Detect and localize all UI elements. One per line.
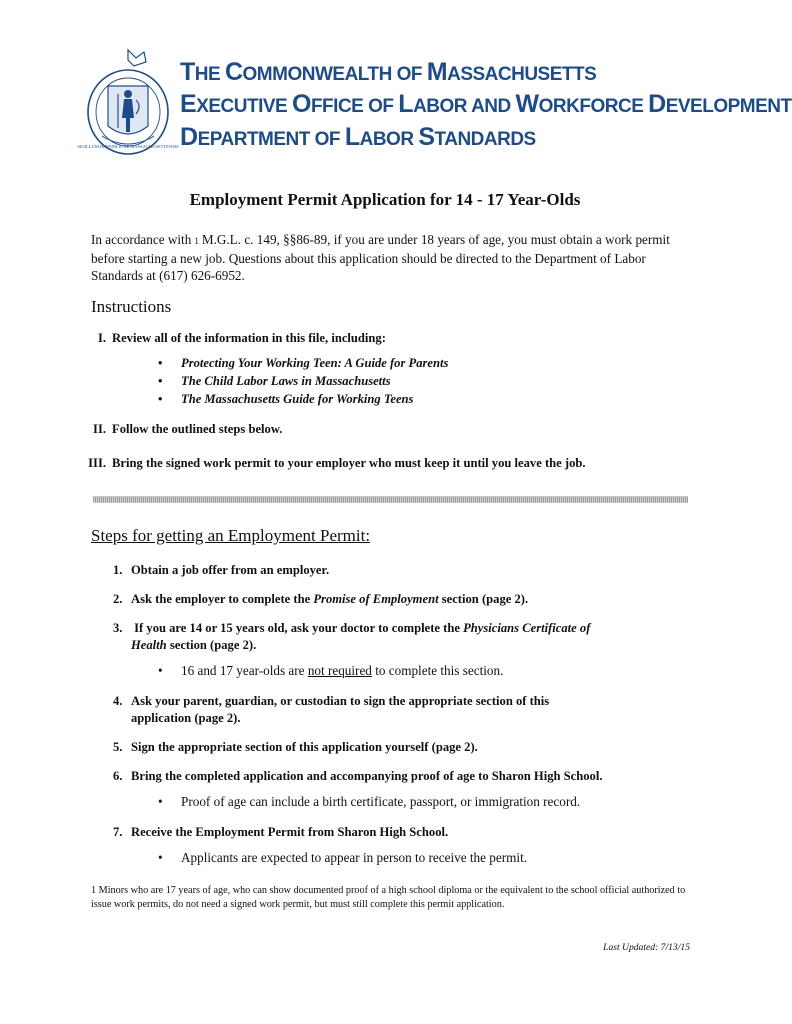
- guide-bullet-2: • The Child Labor Laws in Massachusetts: [158, 374, 391, 388]
- footnote-mark: 1: [194, 236, 199, 246]
- step-5: 5. Sign the appropriate section of this application yourself (page 2).: [113, 740, 478, 754]
- header-commonwealth: THE COMMONWEALTH OF MASSACHUSETTS: [180, 58, 597, 86]
- seal-motto: SIGILLUM REIPUBLICAE MASSACHUSETTENSIS: [77, 144, 179, 149]
- footnote-text: 1 Minors who are 17 years of age, who can show documented proof of a high school diploma or the equivalent to the school official authorized to issue work permits, do not need a signed work permit, but must still complete this permit application.: [91, 885, 686, 910]
- header-executive-office: EXECUTIVE OFFICE OF LABOR AND WORKFORCE DEVELOPMENT: [180, 90, 792, 118]
- section-divider: [93, 496, 688, 503]
- last-updated: Last Updated: 7/13/15: [603, 942, 690, 953]
- step-4: 4. Ask your parent, guardian, or custodian to sign the appropriate section of this application (page 2).: [113, 694, 550, 725]
- step-3-bullet: • 16 and 17 year-olds are not required to complete this section.: [158, 663, 504, 678]
- step-3: 3. If you are 14 or 15 years old, ask your doctor to complete the Physicians Certificate of Health section (page 2).: [113, 621, 591, 652]
- instructions-heading: Instructions: [91, 297, 172, 316]
- step-7: 7. Receive the Employment Permit from Sharon High School.: [113, 825, 449, 839]
- instruction-item-3: III. Bring the signed work permit to your employer who must keep it until you leave the job.: [88, 456, 586, 470]
- step-7-bullet: • Applicants are expected to appear in person to receive the permit.: [158, 850, 528, 865]
- header-department: DEPARTMENT OF LABOR STANDARDS: [180, 123, 536, 151]
- guide-bullet-3: • The Massachusetts Guide for Working Teens: [158, 392, 414, 406]
- instruction-item-2: II. Follow the outlined steps below.: [93, 422, 283, 436]
- step-1: 1. Obtain a job offer from an employer.: [113, 563, 330, 577]
- massachusetts-seal-logo: [77, 44, 179, 156]
- document-title: Employment Permit Application for 14 - 17 Year-Olds: [189, 190, 581, 209]
- step-6-bullet: • Proof of age can include a birth certificate, passport, or immigration record.: [158, 794, 581, 809]
- guide-bullet-1: • Protecting Your Working Teen: A Guide for Parents: [158, 356, 449, 370]
- instruction-item-1: I. Review all of the information in this file, including:: [97, 331, 386, 345]
- intro-paragraph: In accordance with 1 M.G.L. c. 149, §§86-89, if you are under 18 years of age, you must obtain a work permit before starting a new job. Questions about this application should be directed to the Department of Labor Standards at (617) 626-6952.: [91, 232, 670, 283]
- step-6: 6. Bring the completed application and accompanying proof of age to Sharon High School.: [113, 769, 603, 783]
- step-2: 2. Ask the employer to complete the Promise of Employment section (page 2).: [113, 592, 529, 606]
- steps-heading: Steps for getting an Employment Permit:: [91, 526, 371, 545]
